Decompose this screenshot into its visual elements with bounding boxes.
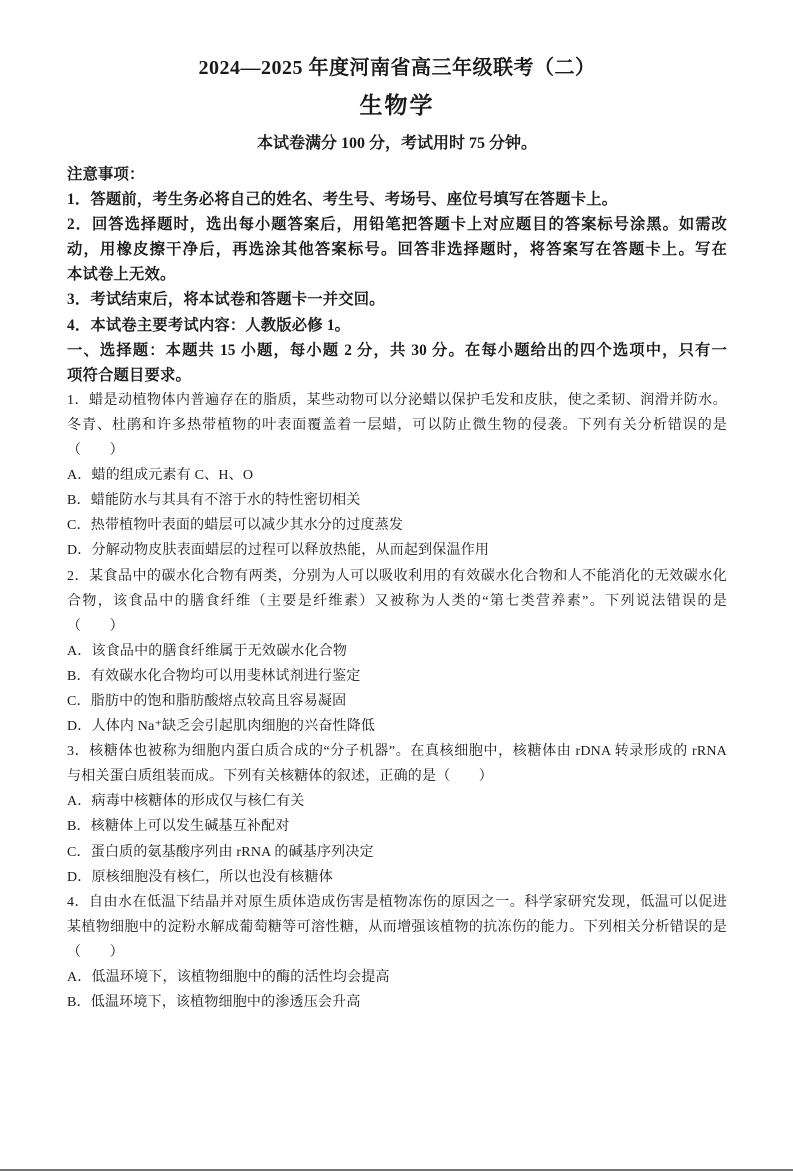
question-2-answer-blank: （ ） (67, 618, 124, 634)
notice-heading: 注意事项： (67, 166, 145, 183)
notice-item-2-line-1: 2．回答选择题时，选出每小题答案后，用铅笔把答题卡上对应题目的答案标号涂黑。如需改 (67, 216, 727, 234)
question-2 (67, 564, 727, 740)
question-4-option-b: B．低温环境下，该植物细胞中的渗透压会升高 (67, 995, 361, 1011)
question-1-stem-line-1: 1．蜡是动植物体内普遍存在的脂质，某些动物可以分泌蜡以保护毛发和皮肤，使之柔韧、润滑并防水。 (67, 392, 727, 408)
question-4 (67, 890, 727, 1015)
exam-body (67, 162, 727, 1015)
question-3-option-a: A．病毒中核糖体的形成仅与核仁有关 (67, 794, 305, 810)
question-3 (67, 739, 727, 890)
question-4-stem-line-1: 4．自由水在低温下结晶并对原生质体造成伤害是植物冻伤的原因之一。科学家研究发现，低温可以促进 (67, 894, 727, 910)
question-3-option-b: B．核糖体上可以发生碱基互补配对 (67, 819, 290, 835)
notice-item-2-line-2: 动，用橡皮擦干净后，再选涂其他答案标号。回答非选择题时，将答案写在答题卡上。写在 (67, 241, 727, 259)
question-1 (67, 388, 727, 564)
exam-info: 本试卷满分 100 分，考试用时 75 分钟。 (256, 135, 537, 152)
question-3-option-d: D．原核细胞没有核仁，所以也没有核糖体 (67, 869, 333, 885)
question-1-option-d: D．分解动物皮肤表面蜡层的过程可以释放热能，从而起到保温作用 (67, 543, 490, 559)
notice-item-1: 1．答题前，考生务必将自己的姓名、考生号、考场号、座位号填写在答题卡上。 (67, 191, 618, 209)
notice-item-3: 3．考试结束后，将本试卷和答题卡一并交回。 (67, 291, 385, 309)
question-4-stem-line-2: 某植物细胞中的淀粉水解成葡萄糖等可溶性糖，从而增强该植物的抗冻伤的能力。下列相关分析错误的是 (67, 919, 727, 935)
section-heading (67, 338, 727, 388)
page-bottom-divider (0, 1169, 793, 1171)
question-4-answer-blank: （ ） (67, 944, 124, 960)
question-3-option-c: C．蛋白质的氨基酸序列由 rRNA 的碱基序列决定 (67, 844, 374, 860)
notice-section (67, 162, 727, 338)
question-1-option-c: C．热带植物叶表面的蜡层可以减少其水分的过度蒸发 (67, 518, 404, 534)
question-2-option-c: C．脂肪中的饱和脂肪酸熔点较高且容易凝固 (67, 693, 347, 709)
exam-title: 2024—2025 年度河南省高三年级联考（二） (198, 57, 596, 79)
question-2-option-b: B．有效碳水化合物均可以用斐林试剂进行鉴定 (67, 668, 361, 684)
notice-item-2-line-3: 本试卷上无效。 (67, 266, 176, 284)
question-2-stem-line-2: 合物，该食品中的膳食纤维（主要是纤维素）又被称为人类的“第七类营养素”。下列说法错误的是 (67, 593, 727, 609)
question-1-option-a: A．蜡的组成元素有 C、H、O (67, 468, 254, 484)
question-4-option-a: A．低温环境下，该植物细胞中的酶的活性均会提高 (67, 970, 390, 985)
section-heading-line-1: 一、选择题：本题共 15 小题，每小题 2 分，共 30 分。在每小题给出的四个选项中，只有一 (67, 341, 727, 359)
exam-subject: 生物学 (359, 93, 435, 118)
section-heading-line-2: 项符合题目要求。 (67, 366, 191, 384)
question-2-stem-line-1: 2．某食品中的碳水化合物有两类，分别为人可以吸收利用的有效碳水化合物和人不能消化的无效碳水化 (67, 568, 727, 584)
question-2-option-a: A．该食品中的膳食纤维属于无效碳水化合物 (67, 643, 348, 659)
question-1-option-b: B．蜡能防水与其具有不溶于水的特性密切相关 (67, 493, 361, 509)
question-1-stem-line-2: 冬青、杜鹃和许多热带植物的叶表面覆盖着一层蜡，可以防止微生物的侵袭。下列有关分析错误的是 (67, 417, 727, 433)
notice-item-4: 4．本试卷主要考试内容：人教版必修 1。 (67, 316, 351, 334)
question-2-option-d: D．人体内 Na⁺缺乏会引起肌肉细胞的兴奋性降低 (67, 719, 376, 735)
exam-paper-page (0, 54, 793, 1015)
question-3-stem-line-1: 3．核糖体也被称为细胞内蛋白质合成的“分子机器”。在真核细胞中，核糖体由 rDNA 转录形成的 rRNA (67, 744, 727, 760)
question-1-answer-blank: （ ） (67, 443, 124, 459)
question-3-stem-line-2: 与相关蛋白质组装而成。下列有关核糖体的叙述，正确的是（ ） (67, 769, 493, 785)
